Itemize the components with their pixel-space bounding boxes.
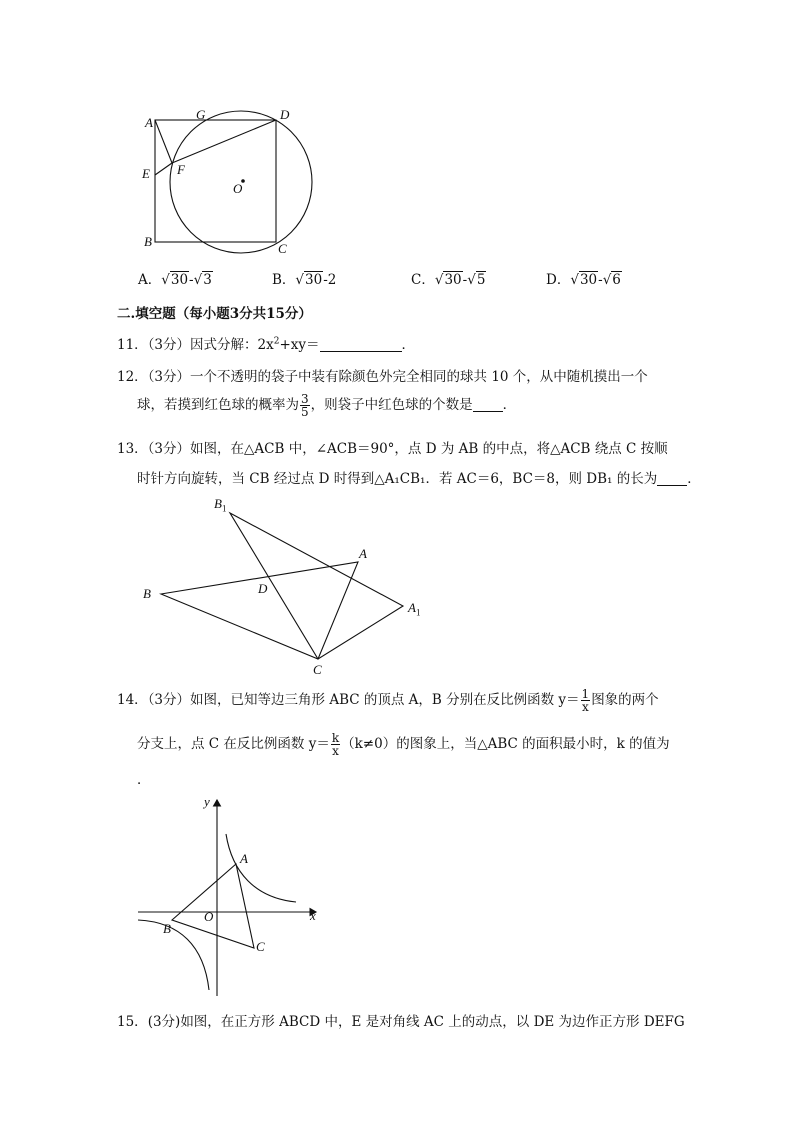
question-15: 15．(3分)如图，在正方形 ABCD 中，E 是对角线 AC 上的动点，以 DE 为边作正方形 DEFG — [117, 1014, 685, 1030]
label-c: C — [313, 662, 322, 677]
label-d: D — [258, 581, 268, 596]
segment-ef — [155, 163, 172, 175]
label-b: B — [143, 586, 151, 601]
answer-blank-13[interactable] — [657, 471, 687, 486]
figure-rotated-triangles — [140, 500, 440, 680]
triangle-a1cb1 — [230, 513, 403, 659]
fraction-1-x: $\frac{1}{x}$ — [581, 687, 590, 714]
label-d: D — [280, 107, 290, 122]
question-12-line2: 球，若摸到红色球的概率为 $\frac{3}{5}$ ，则袋子中红色球的个数是 ． — [137, 392, 517, 419]
label-a1: $A_1$ — [408, 600, 421, 618]
option-c[interactable]: C．√30-√5 — [411, 272, 486, 288]
question-14-line2: 分支上，点 C 在反比例函数 y＝ $\frac{k}{x}$ （k≠0）的图象上，当△ABC 的面积最小时，k 的值为 — [137, 731, 670, 758]
fraction-k-x: $\frac{k}{x}$ — [331, 731, 340, 758]
option-a[interactable]: A．√30-√3 — [138, 272, 212, 288]
label-c: C — [256, 939, 265, 954]
hyperbola-branch-q3 — [138, 920, 209, 990]
triangle-acb — [161, 562, 358, 659]
option-b[interactable]: B．√30-2 — [272, 272, 337, 288]
figure-square-circle — [130, 100, 330, 260]
label-o: O — [233, 181, 243, 196]
label-b: B — [163, 921, 171, 936]
label-c: C — [278, 241, 287, 256]
question-12-line1: 12．（3分）一个不透明的袋子中装有除颜色外完全相同的球共 10 个，从中随机摸出一个 — [117, 369, 648, 385]
question-14-line3: ． — [137, 772, 151, 788]
label-a: A — [359, 546, 367, 561]
question-14-line1: 14．（3分）如图，已知等边三角形 ABC 的顶点 A，B 分别在反比例函数 y＝ $\frac{1}{x}$ 图象的两个 — [117, 687, 659, 714]
answer-blank-12[interactable] — [473, 397, 503, 412]
label-a: A — [240, 851, 248, 866]
segment-fd — [172, 120, 276, 163]
label-g: G — [196, 107, 206, 122]
label-b: B — [144, 234, 152, 249]
segment-af — [155, 120, 172, 163]
question-13-line1: 13．（3分）如图，在△ACB 中，∠ACB＝90°，点 D 为 AB 的中点，将△ACB 绕点 C 按顺 — [117, 441, 668, 457]
fraction-3-5: $\frac{3}{5}$ — [301, 392, 309, 419]
label-e: E — [142, 166, 150, 181]
label-x: x — [310, 908, 316, 923]
section-title: 二.填空题（每小题3分共15分） — [117, 306, 312, 322]
label-f: F — [177, 162, 185, 177]
label-y: y — [204, 794, 210, 809]
square-abcd — [155, 120, 276, 242]
answer-blank-11[interactable] — [320, 337, 402, 352]
question-11: 11．（3分）因式分解：$2x^2+xy=$ ． — [117, 336, 416, 353]
figure-coordinate-plane — [130, 795, 330, 1000]
label-b1: $B_1$ — [214, 496, 227, 514]
label-o: O — [204, 909, 214, 924]
label-a: A — [145, 115, 153, 130]
option-d[interactable]: D．√30-√6 — [546, 272, 621, 288]
question-13-line2: 时针方向旋转，当 CB 经过点 D 时得到△A₁CB₁．若 AC＝6，BC＝8，则 DB₁ 的长为 ． — [137, 471, 701, 487]
